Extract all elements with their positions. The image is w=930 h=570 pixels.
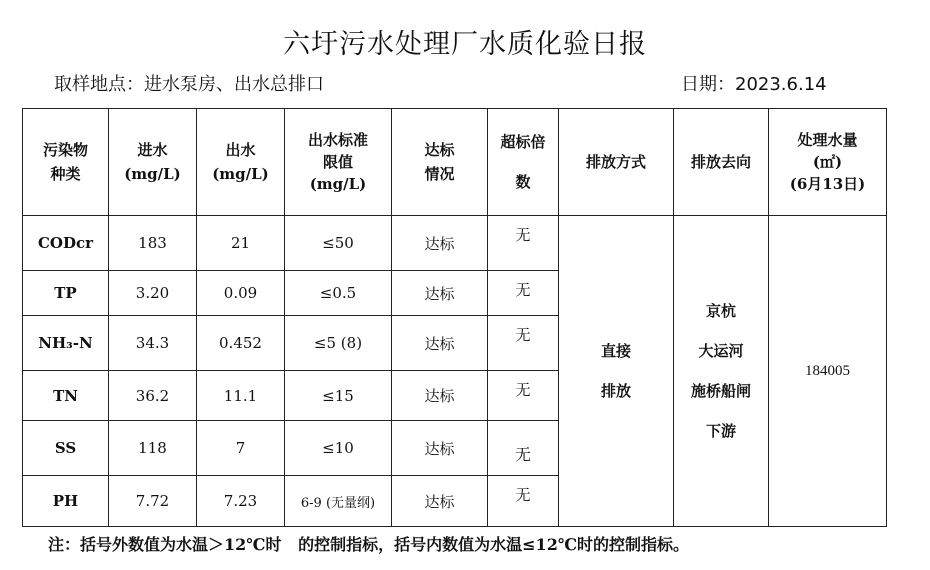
cell-pollutant: TN [23, 371, 109, 421]
cell-limit: ≤0.5 [285, 271, 392, 316]
cell-pollutant: NH₃-N [23, 316, 109, 371]
cell-pollutant: TP [23, 271, 109, 316]
cell-exceed: 无 [488, 316, 559, 371]
cell-pollutant: PH [23, 476, 109, 527]
header-outlet: 出水 (mg/L) [197, 109, 285, 216]
sampling-location: 取样地点：进水泵房、出水总排口 [54, 74, 324, 95]
cell-pollutant: SS [23, 421, 109, 476]
cell-limit: ≤10 [285, 421, 392, 476]
cell-discharge-method: 直接 排放 [559, 216, 674, 527]
table-row [23, 216, 887, 271]
report-title: 六圩污水处理厂水质化验日报 [283, 29, 647, 60]
cell-outlet: 11.1 [197, 371, 285, 421]
cell-status: 达标 [392, 316, 488, 371]
cell-exceed: 无 [488, 371, 559, 421]
cell-inlet: 118 [109, 421, 197, 476]
header-status: 达标 情况 [392, 109, 488, 216]
cell-exceed: 无 [488, 476, 559, 527]
cell-discharge-dest: 京杭 大运河 施桥船闸 下游 [674, 216, 769, 527]
cell-exceed: 无 [488, 271, 559, 316]
report-date: 日期：2023.6.14 [681, 74, 827, 95]
table-header-row [23, 109, 887, 216]
cell-limit: ≤15 [285, 371, 392, 421]
cell-exceed: 无 [488, 421, 559, 476]
cell-inlet: 36.2 [109, 371, 197, 421]
cell-inlet: 3.20 [109, 271, 197, 316]
header-limit: 出水标准 限值 (mg/L) [285, 109, 392, 216]
cell-pollutant: CODcr [23, 216, 109, 271]
cell-outlet: 7.23 [197, 476, 285, 527]
cell-inlet: 183 [109, 216, 197, 271]
cell-limit: ≤5 (8) [285, 316, 392, 371]
header-inlet: 进水 (mg/L) [109, 109, 197, 216]
cell-outlet: 0.09 [197, 271, 285, 316]
water-quality-table [22, 108, 887, 527]
cell-outlet: 7 [197, 421, 285, 476]
cell-status: 达标 [392, 271, 488, 316]
header-discharge-method: 排放方式 [559, 109, 674, 216]
cell-exceed: 无 [488, 216, 559, 271]
cell-limit: ≤50 [285, 216, 392, 271]
cell-status: 达标 [392, 421, 488, 476]
header-pollutant: 污染物 种类 [23, 109, 109, 216]
header-volume: 处理水量 (㎡) (6月13日) [769, 109, 887, 216]
cell-outlet: 21 [197, 216, 285, 271]
cell-status: 达标 [392, 216, 488, 271]
cell-status: 达标 [392, 476, 488, 527]
cell-inlet: 34.3 [109, 316, 197, 371]
cell-status: 达标 [392, 371, 488, 421]
cell-outlet: 0.452 [197, 316, 285, 371]
footnote: 注：括号外数值为水温＞12℃时 的控制指标，括号内数值为水温≤12℃时的控制指标。 [48, 535, 689, 554]
header-exceed: 超标倍 数 [488, 109, 559, 216]
cell-limit: 6-9 (无量纲) [285, 476, 392, 527]
cell-inlet: 7.72 [109, 476, 197, 527]
header-discharge-dest: 排放去向 [674, 109, 769, 216]
cell-volume: 184005 [769, 216, 887, 527]
